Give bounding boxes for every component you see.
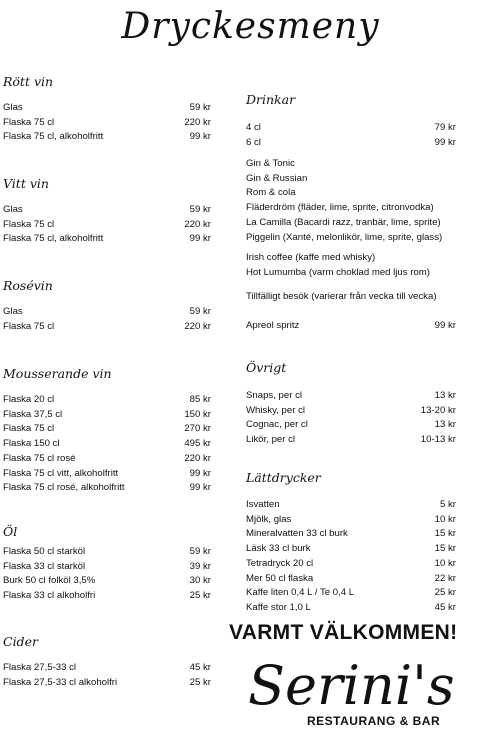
logo: Serini's	[248, 654, 455, 717]
item-price: 150 kr	[184, 408, 211, 420]
item-name: 4 cl	[246, 122, 261, 133]
item-name: Flaska 33 cl starköl	[3, 560, 86, 572]
drink-item: Irish coffee (kaffe med whisky)	[246, 252, 376, 263]
item-name: Flaska 75 cl, alkoholfritt	[3, 131, 104, 143]
section-heading: Rosévin	[3, 278, 53, 293]
item-name: Flaska 150 cl	[3, 438, 60, 450]
drink-item: Piggelin (Xanté, melonlikör, lime, sprite, glass)	[246, 231, 443, 243]
drink-item: Gin & Tonic	[246, 158, 295, 169]
item-name: Snaps, per cl	[246, 390, 302, 401]
item-name: Kaffe liten 0,4 L / Te 0,4 L	[246, 587, 355, 599]
item-name: Flaska 37,5 cl	[3, 408, 63, 420]
item-name: Burk 50 cl folköl 3,5%	[3, 575, 96, 587]
item-price: 59 kr	[189, 102, 211, 113]
welcome-text: VARMT VÄLKOMMEN!	[229, 621, 458, 644]
item-name: Flaska 33 cl alkoholfri	[3, 590, 96, 602]
item-price: 10 kr	[434, 557, 456, 569]
item-name: Mineralvatten 33 cl burk	[246, 528, 348, 540]
item-price: 45 kr	[189, 662, 211, 673]
item-price: 99 kr	[189, 131, 211, 143]
item-name: Kaffe stor 1,0 L	[246, 601, 311, 613]
item-price: 220 kr	[184, 218, 211, 230]
drink-item: Hot Lumumba (varm choklad med ljus rom)	[246, 266, 430, 278]
item-price: 220 kr	[184, 320, 211, 332]
item-price: 22 kr	[434, 572, 456, 584]
drink-item: La Camilla (Bacardi razz, tranbär, lime, sprite)	[246, 216, 441, 228]
item-price: 15 kr	[434, 543, 456, 555]
section-heading: Rött vin	[3, 74, 54, 89]
drink-item: Tillfälligt besök (varierar från vecka till vecka)	[246, 291, 437, 302]
item-price: 99 kr	[434, 136, 456, 148]
item-name: Flaska 20 cl	[3, 394, 55, 405]
item-price: 270 kr	[184, 423, 211, 435]
item-name: Isvatten	[246, 499, 280, 510]
item-name: Flaska 75 cl	[3, 320, 55, 332]
item-price: 495 kr	[184, 438, 211, 450]
item-name: Flaska 27,5-33 cl alkoholfri	[3, 676, 118, 688]
item-price: 59 kr	[189, 204, 211, 215]
item-price: 79 kr	[434, 122, 456, 133]
item-price: 15 kr	[434, 528, 456, 540]
item-name: 6 cl	[246, 136, 261, 148]
section-heading: Öl	[3, 524, 18, 539]
item-name: Flaska 75 cl	[3, 218, 55, 230]
item-name: Mjölk, glas	[246, 513, 292, 525]
item-price: 13 kr	[434, 419, 456, 431]
item-name: Mer 50 cl flaska	[246, 572, 314, 584]
item-price: 220 kr	[184, 116, 211, 128]
item-price: 59 kr	[189, 306, 211, 317]
section-heading: Lättdrycker	[246, 470, 321, 485]
item-name: Cognac, per cl	[246, 419, 308, 431]
item-price: 25 kr	[189, 590, 211, 602]
item-name: Apreol spritz	[246, 320, 300, 331]
item-price: 59 kr	[189, 546, 211, 557]
item-price: 220 kr	[184, 452, 211, 464]
section-heading: Mousserande vin	[3, 366, 112, 381]
section-heading: Drinkar	[246, 92, 296, 107]
section-heading: Övrigt	[246, 360, 287, 375]
item-price: 25 kr	[189, 676, 211, 688]
item-price: 45 kr	[434, 601, 456, 613]
item-name: Glas	[3, 102, 23, 113]
item-price: 13-20 kr	[420, 404, 456, 416]
item-name: Flaska 27,5-33 cl	[3, 662, 77, 673]
item-price: 99 kr	[189, 482, 211, 494]
drink-item: Rom & cola	[246, 187, 296, 199]
item-price: 85 kr	[189, 394, 211, 405]
item-name: Flaska 75 cl	[3, 423, 55, 435]
item-price: 10 kr	[434, 513, 456, 525]
item-name: Flaska 75 cl rosé	[3, 452, 76, 464]
drink-item: Gin & Russian	[246, 172, 308, 184]
item-price: 39 kr	[189, 560, 211, 572]
item-name: Läsk 33 cl burk	[246, 543, 311, 555]
item-price: 99 kr	[189, 233, 211, 245]
item-price: 30 kr	[189, 575, 211, 587]
drink-item: Fläderdröm (fläder, lime, sprite, citronvodka)	[246, 202, 434, 214]
item-name: Flaska 75 cl rosé, alkoholfritt	[3, 482, 125, 494]
item-price: 5 kr	[440, 499, 456, 510]
section-heading: Vitt vin	[3, 176, 49, 191]
tagline: RESTAURANG & BAR	[307, 714, 441, 728]
item-name: Glas	[3, 306, 23, 317]
item-name: Flaska 75 cl, alkoholfritt	[3, 233, 104, 245]
item-name: Likör, per cl	[246, 434, 296, 446]
item-name: Whisky, per cl	[246, 404, 305, 416]
item-price: 10-13 kr	[420, 434, 456, 446]
item-price: 25 kr	[434, 587, 456, 599]
item-price: 99 kr	[434, 320, 456, 331]
item-name: Flaska 75 cl vitt, alkoholfritt	[3, 467, 119, 479]
item-name: Glas	[3, 204, 23, 215]
item-price: 13 kr	[434, 390, 456, 401]
item-name: Flaska 75 cl	[3, 116, 55, 128]
section-heading: Cider	[3, 634, 38, 649]
menu-title: Dryckesmeny	[121, 6, 380, 47]
item-name: Flaska 50 cl starköl	[3, 546, 86, 557]
item-price: 99 kr	[189, 467, 211, 479]
item-name: Tetradryck 20 cl	[246, 557, 314, 569]
